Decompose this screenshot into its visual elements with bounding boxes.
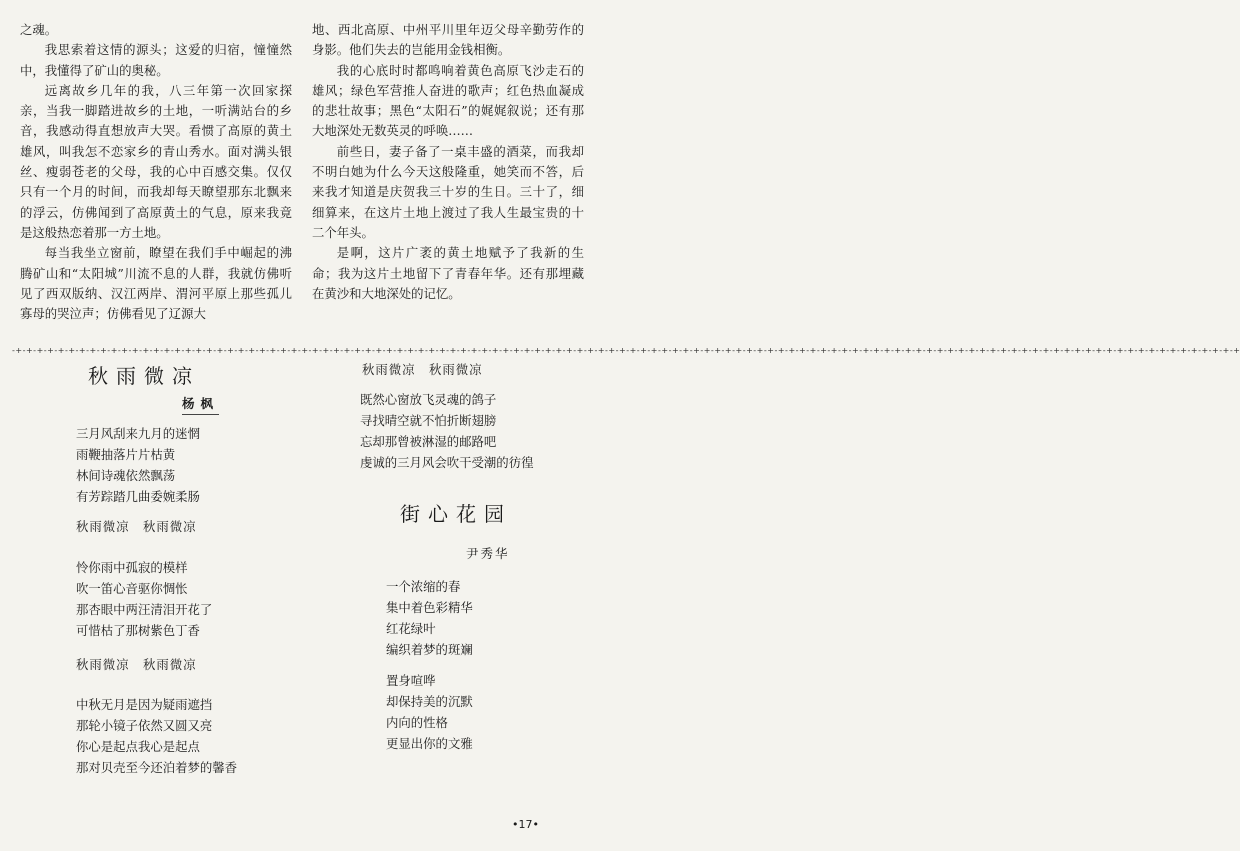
- article-paragraph: 远离故乡几年的我，八三年第一次回家探亲，当我一脚踏进故乡的土地，一听满站台的乡音，我感动得直想放声大哭。看惯了高原的黄土雄风，叫我怎不恋家乡的青山秀水。面对满头银丝、瘦弱苍老的父母，我的心中百感交集。仅仅只有一个月的时间，而我却每天瞭望那东北飘来的浮云，仿佛闻到了高原黄土的气息，原来我竟是这般热恋着那一方土地。: [20, 82, 292, 240]
- article-paragraph: 每当我坐立窗前，瞭望在我们手中崛起的沸腾矿山和“太阳城”川流不息的人群，我就仿佛听见了西双版纳、汉江两岸、渭河平原上那些孤儿寡母的哭泣声；仿佛看见了辽源大: [20, 245, 292, 322]
- poem-line: 中秋无月是因为疑雨遮挡: [76, 697, 213, 712]
- poem-line: 置身喧哗: [386, 673, 436, 688]
- poem-line: 那对贝壳至今还泊着梦的馨香: [76, 760, 238, 775]
- poem-line: 一个浓缩的春: [386, 579, 461, 594]
- article-paragraph: 之魂。: [20, 22, 58, 37]
- article-paragraph: 是啊，这片广袤的黄土地赋予了我新的生命；我为这片土地留下了青春年华。还有那埋藏在黄沙和大地深处的记忆。: [312, 245, 584, 301]
- poem-line: 雨鞭抽落片片枯黄: [76, 447, 176, 462]
- ornamental-divider: -+-+-+-+-+-+-+-+-+-+-+-+-+-+-+-+-+-+-+-+-+-+-+-+-+-+-+-+-+-+-+-+-+-+-+-+-+-+-+-+-+-+-+-+-+-+-+-+-+-+-+-+-+-+-+-+-+-+-+-+-+-+-+-+-+-+-+-+-+-+-+-+-+-+-+-+-+-+-+-+-+-+-+-+-+-+-+-+-+-+-+-+-+-+-+-+-+-+-+-+-+-+-+-+-+-+-+-+-+-+-+-+-+-+-+-+: [12, 346, 1240, 355]
- poem-stanza: [76, 423, 200, 507]
- poem-line: 怜你雨中孤寂的模样: [76, 560, 188, 575]
- poem-line: 三月风刮来九月的迷惘: [76, 426, 200, 441]
- poem-line: 那杏眼中两汪清泪开花了: [76, 602, 213, 617]
- poem-line: 却保持美的沉默: [386, 694, 473, 709]
- poem-line: 编织着梦的斑斓: [386, 642, 473, 657]
- poem-stanza: [386, 576, 473, 660]
- poem-line: 红花绿叶: [386, 621, 436, 636]
- poem-stanza: [360, 389, 533, 473]
- poem-refrain: 秋雨微凉 秋雨微凉: [76, 519, 197, 534]
- article-paragraph: 地、西北高原、中州平川里年迈父母辛勤劳作的身影。他们失去的岂能用金钱相衡。: [312, 22, 584, 58]
- article-column-left: [20, 20, 292, 324]
- poem-title: 街心花园: [400, 502, 512, 526]
- poem-line: 忘却那曾被淋湿的邮路吧: [360, 434, 497, 449]
- poem-line: 更显出你的文雅: [386, 736, 473, 751]
- page-number-dot-icon: •: [512, 818, 519, 831]
- poem-line: 那轮小镜子依然又圆又亮: [76, 718, 213, 733]
- poem-line: 你心是起点我心是起点: [76, 739, 200, 754]
- poem-line: 可惜枯了那树紫色丁香: [76, 623, 200, 638]
- poem-refrain: 秋雨微凉 秋雨微凉: [362, 362, 483, 377]
- poem-line: 吹一笛心音驱你惆怅: [76, 581, 188, 596]
- poem-stanza: [386, 670, 473, 754]
- article-paragraph: 我思索着这情的源头；这爱的归宿，憧憧然中，我懂得了矿山的奥秘。: [20, 42, 292, 78]
- poem-title: 秋雨微凉: [88, 364, 200, 388]
- poem-line: 寻找晴空就不怕折断翅膀: [360, 413, 497, 428]
- poem-stanza: [76, 694, 237, 778]
- article-paragraph: 前些日，妻子备了一桌丰盛的酒菜，而我却不明白她为什么今天这般隆重，她笑而不答，后来我才知道是庆贺我三十岁的生日。三十了，细细算来，在这片土地上渡过了我人生最宝贵的十二个年头。: [312, 143, 584, 240]
- poem-line: 有芳踪踏几曲委婉柔肠: [76, 489, 200, 504]
- article-paragraph: 我的心底时时都鸣响着黄色高原飞沙走石的雄风；绿色军营推人奋进的歌声；红色热血凝成的悲壮故事；黑色“太阳石”的娓娓叙说；还有那大地深处无数英灵的呼唤……: [312, 62, 584, 139]
- poem-line: 集中着色彩精华: [386, 600, 473, 615]
- article-column-right: [312, 20, 584, 304]
- poem-line: 既然心窗放飞灵魂的鸽子: [360, 392, 497, 407]
- page-number-dot-icon: •: [532, 818, 539, 831]
- page-number: [512, 818, 539, 831]
- poem-author: 杨枫: [182, 394, 219, 415]
- poem-refrain: 秋雨微凉 秋雨微凉: [76, 657, 197, 672]
- poem-author: 尹秀华: [466, 546, 510, 561]
- poem-line: 内向的性格: [386, 715, 448, 730]
- poem-stanza: [76, 557, 212, 641]
- poem-line: 林间诗魂依然飘荡: [76, 468, 176, 483]
- page-number-value: 17: [518, 818, 533, 831]
- poem-line: 虔诚的三月风会吹干受潮的彷徨: [360, 455, 534, 470]
